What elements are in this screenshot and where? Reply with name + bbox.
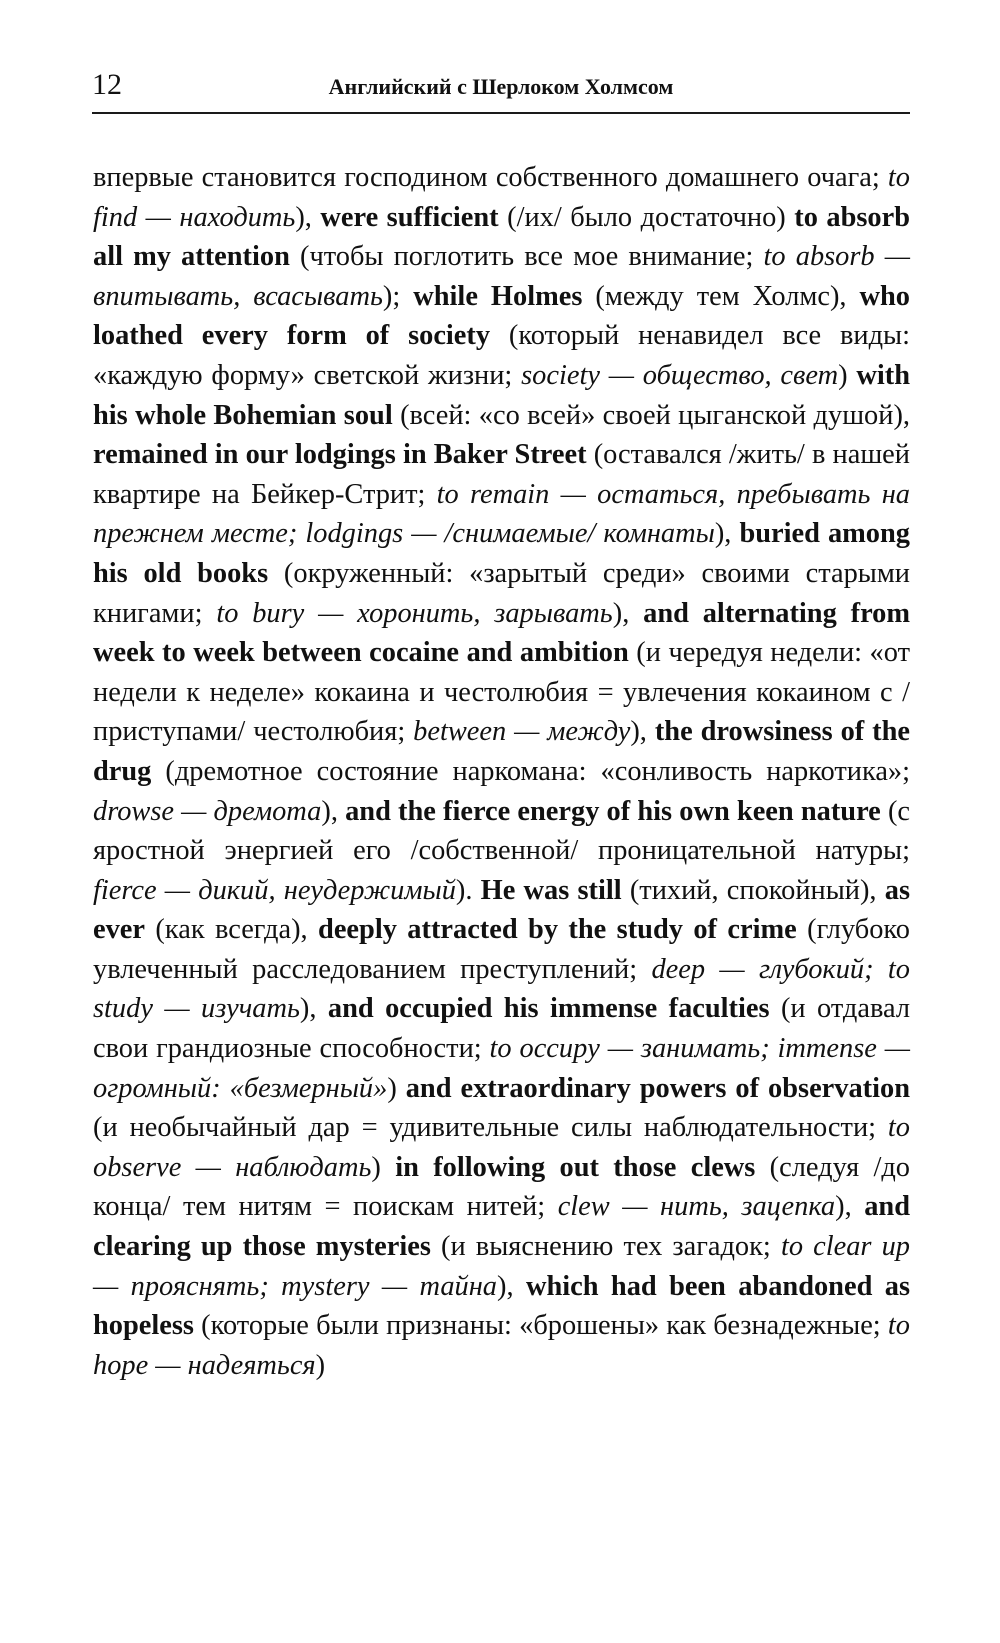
english-phrase: in following out those clews xyxy=(395,1151,756,1183)
translation-text: ) xyxy=(387,1072,406,1104)
translation-text: ) xyxy=(315,1349,326,1381)
running-title: Английский с Шерлоком Холмсом xyxy=(328,74,674,99)
translation-text: ). xyxy=(455,874,481,906)
vocabulary-note: clew — нить, зацепка xyxy=(557,1191,836,1223)
vocabulary-note: drowse — дремота xyxy=(93,795,322,827)
english-phrase: were sufficient xyxy=(320,201,499,233)
vocabulary-note: to remain — остаться, пребывать на прежнем месте; lodgings — /снимаемые/ комнаты xyxy=(93,478,910,550)
vocabulary-note: to hope — надеяться xyxy=(93,1310,910,1381)
translation-text: ) xyxy=(838,359,857,391)
body-text xyxy=(93,158,910,1385)
english-phrase: which had been abandoned as hopeless xyxy=(93,1270,910,1342)
english-phrase: the drowsiness of the drug xyxy=(93,716,911,787)
translation-text: (как всегда), xyxy=(145,914,319,946)
translation-text: ) xyxy=(371,1151,396,1183)
english-phrase: as ever xyxy=(93,874,910,946)
english-phrase: remained in our lodgings in Baker Street xyxy=(93,439,587,471)
translation-text: (и чередуя недели: «от недели к неделе» кокаина и честолюбия = увлечения кокаином с /приступами/ честолюбия; xyxy=(93,637,910,748)
translation-text: (с яростной энергией его /собственной/ проницательной натуры; xyxy=(93,795,910,867)
translation-text: (следуя /до конца/ тем нитям = поискам нитей; xyxy=(93,1151,910,1223)
translation-text: (тихий, спокойный), xyxy=(621,874,885,906)
translation-text: впервые становится господином собственного домашнего очага; xyxy=(93,162,888,193)
translation-text: (которые были признаны: «брошены» как безнадежные; xyxy=(193,1310,888,1342)
translation-text: (глубоко увлеченный расследованием преступлений; xyxy=(93,914,910,985)
english-phrase: and the fierce energy of his own keen nature xyxy=(345,795,881,827)
translation-text: ), xyxy=(612,597,644,629)
translation-text: ), xyxy=(299,993,328,1025)
translation-text: (окруженный: «зарытый среди» своими старыми книгами; xyxy=(93,557,910,629)
translation-text: ), xyxy=(835,1191,865,1223)
page-number: 12 xyxy=(92,68,122,101)
translation-text: (всей: «со всей» своей цыганской душой), xyxy=(392,399,910,431)
translation-text: (оставался /жить/ в нашей квартире на Бейкер-Стрит; xyxy=(93,439,910,510)
english-phrase: and occupied his immense faculties xyxy=(327,993,770,1025)
vocabulary-note: to find — находить xyxy=(93,162,910,233)
vocabulary-note: fierce — дикий, неудержимый xyxy=(93,874,456,906)
translation-text: (чтобы поглотить все мое внимание; xyxy=(289,241,764,273)
translation-text: ); xyxy=(382,280,414,312)
vocabulary-note: deep — глубокий; to study — изучать xyxy=(93,953,910,1025)
translation-text: (/их/ было достаточно) xyxy=(498,201,795,233)
vocabulary-note: to absorb — впитывать, всасывать xyxy=(93,241,910,312)
english-phrase: to absorb all my attention xyxy=(93,201,910,273)
english-phrase: deeply attracted by the study of crime xyxy=(318,914,797,946)
vocabulary-note: to clear up — прояснять; mystery — тайна xyxy=(93,1231,910,1302)
translation-text: (дремотное состояние наркомана: «сонливость наркотика»; xyxy=(151,755,910,787)
vocabulary-note: between — между xyxy=(413,716,631,748)
translation-text: (и отдавал свои грандиозные способности; xyxy=(93,993,910,1065)
english-phrase: buried among his old books xyxy=(93,518,910,589)
english-phrase: with his whole Bohemian soul xyxy=(93,359,910,431)
page-header xyxy=(92,62,910,114)
english-phrase: and clearing up those mysteries xyxy=(93,1191,910,1263)
vocabulary-note: to occupy — занимать; immense — огромный: «безмерный» xyxy=(93,1033,910,1104)
english-phrase: and alternating from week to week between cocaine and ambition xyxy=(93,597,910,669)
english-phrase: He was still xyxy=(480,874,622,906)
translation-text: (и выяснению тех загадок; xyxy=(430,1231,781,1263)
translation-text: ), xyxy=(714,518,740,550)
english-phrase: while Holmes xyxy=(413,280,583,312)
translation-text: ), xyxy=(630,716,655,748)
vocabulary-note: to observe — наблюдать xyxy=(93,1112,910,1183)
translation-text: (который ненавидел все виды: «каждую форму» светской жизни; xyxy=(93,320,910,391)
translation-text: ), xyxy=(497,1270,526,1302)
vocabulary-note: society — общество, свет xyxy=(521,359,839,391)
vocabulary-note: to bury — хоронить, зарывать xyxy=(216,597,613,629)
english-phrase: and extraordinary powers of observation xyxy=(405,1072,910,1104)
english-phrase: who loathed every form of society xyxy=(93,280,911,352)
translation-text: ), xyxy=(295,201,321,233)
translation-text: (и необычайный дар = удивительные силы наблюдательности; xyxy=(93,1112,888,1144)
translation-text: ), xyxy=(321,795,346,827)
translation-text: (между тем Холмс), xyxy=(582,280,860,312)
